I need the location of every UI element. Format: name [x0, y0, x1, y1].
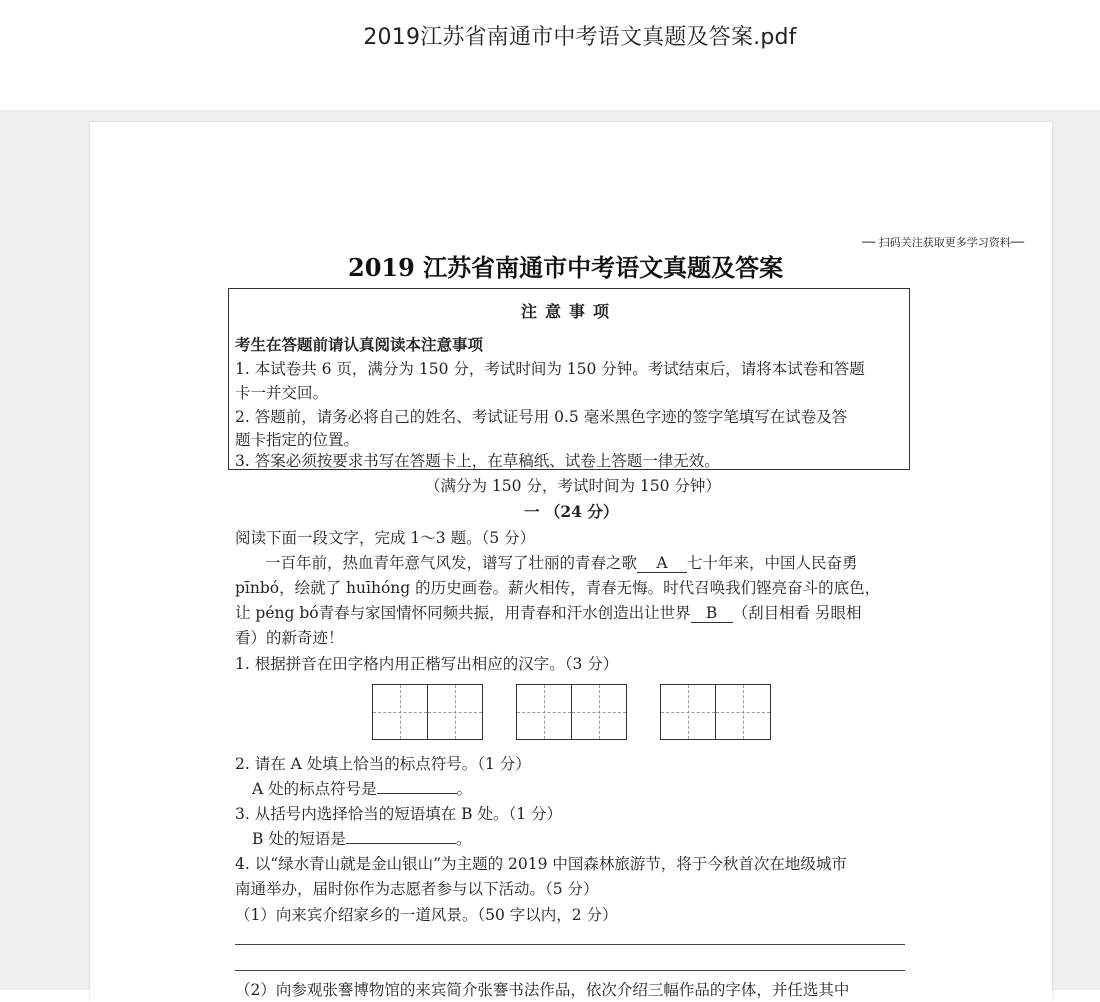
question-1: 1. 根据拼音在田字格内用正楷写出相应的汉字。（3 分） — [235, 655, 619, 673]
notice-item-2-line-2: 题卡指定的位置。 — [235, 431, 360, 449]
question-3-answer: B 处的短语是 。 — [252, 830, 472, 848]
question-3-answer-label: B 处的短语是 — [252, 830, 346, 848]
question-2-answer-label: A 处的标点符号是 — [252, 780, 377, 798]
notice-subheading: 考生在答题前请认真阅读本注意事项 — [235, 335, 484, 354]
notice-item-2-line-1: 2. 答题前，请务必将自己的姓名、考试证号用 0.5 毫米黑色字迹的签字笔填写在试卷及答 — [235, 408, 848, 426]
tianzige-group-2[interactable] — [516, 684, 627, 740]
tianzige-cell[interactable] — [516, 684, 572, 740]
answer-line[interactable] — [235, 970, 905, 971]
notice-item-1-line-2: 卡一并交回。 — [235, 384, 329, 402]
section-one-heading: 一 （24 分） — [524, 502, 619, 521]
tianzige-group-3[interactable] — [660, 684, 771, 740]
exam-title: 2019 江苏省南通市中考语文真题及答案 — [348, 253, 784, 282]
question-4-2: （2）向参观张謇博物馆的来宾简介张謇书法作品，依次介绍三幅作品的字体，并任选其中 — [235, 981, 850, 999]
question-3: 3. 从括号内选择恰当的短语填在 B 处。（1 分） — [235, 805, 562, 823]
passage-line-2: pīnbó，绘就了 huīhóng 的历史画卷。薪火相传，青春无悔。时代召唤我们铿亮奋斗的底色， — [235, 579, 881, 597]
passage-line-4: 看）的新奇迹！ — [235, 629, 344, 647]
tianzige-cell[interactable] — [660, 684, 716, 740]
question-4-line-1: 4. 以“绿水青山就是金山银山”为主题的 2019 中国森林旅游节，将于今秋首次在地级城市 — [235, 855, 847, 873]
tianzige-cell[interactable] — [427, 684, 483, 740]
passage-line-1-b: 七十年来，中国人民奋勇 — [687, 554, 858, 572]
passage-line-3-a: 让 péng bó青春与家国情怀同频共振，用青春和汗水创造出让世界 — [235, 604, 691, 622]
blank-a: A — [637, 554, 687, 573]
question-2-answer: A 处的标点符号是 。 — [252, 780, 473, 798]
notice-item-3: 3. 答案必须按要求书写在答题卡上，在草稿纸、试卷上答题一律无效。 — [235, 452, 720, 470]
answer-line[interactable] — [235, 944, 905, 945]
notice-box — [228, 288, 910, 470]
tianzige-cell[interactable] — [372, 684, 428, 740]
reading-instruction: 阅读下面一段文字，完成 1～3 题。（5 分） — [235, 529, 536, 547]
passage-line-3 — [235, 601, 862, 623]
answer-blank-a[interactable] — [377, 793, 457, 794]
document-title: 2019江苏省南通市中考语文真题及答案.pdf — [363, 25, 797, 50]
scan-note: ── 扫码关注获取更多学习资料── — [862, 236, 1024, 249]
question-4-1: （1）向来宾介绍家乡的一道风景。（50 字以内，2 分） — [235, 906, 618, 924]
pdf-page — [90, 122, 1052, 1002]
notice-heading: 注意事项 — [520, 302, 617, 321]
answer-blank-b[interactable] — [346, 843, 456, 844]
tianzige-group-1[interactable] — [372, 684, 483, 740]
score-time: （满分为 150 分，考试时间为 150 分钟） — [425, 477, 721, 495]
passage-line-1-a: 一百年前，热血青年意气风发，谱写了壮丽的青春之歌 — [265, 554, 638, 572]
viewer-header — [0, 0, 1100, 110]
passage-line-3-b: （刮目相看 另眼相 — [732, 604, 862, 622]
notice-item-1-line-1: 1. 本试卷共 6 页，满分为 150 分，考试时间为 150 分钟。考试结束后，请将本试卷和答题 — [235, 360, 865, 378]
blank-b: B — [691, 604, 733, 623]
question-4-line-2: 南通举办，届时你作为志愿者参与以下活动。（5 分） — [235, 880, 599, 898]
passage-line-1 — [265, 551, 858, 573]
question-2: 2. 请在 A 处填上恰当的标点符号。（1 分） — [235, 755, 531, 773]
tianzige-cell[interactable] — [571, 684, 627, 740]
tianzige-cell[interactable] — [715, 684, 771, 740]
